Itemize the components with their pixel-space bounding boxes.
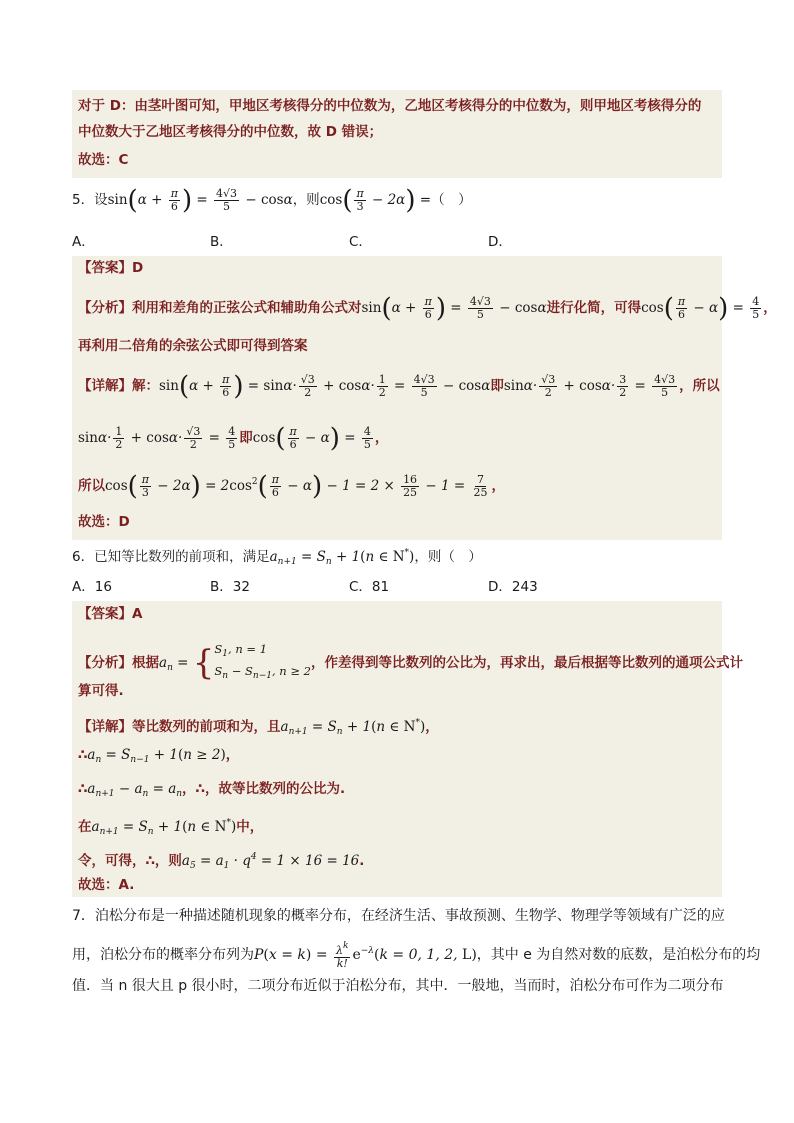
q6-detail-head: 【详解】等比数列的前项和为，且 [78, 719, 281, 735]
q5-detail-mid-1: 即 [490, 378, 504, 394]
q6-analysis-line-1 [78, 641, 743, 685]
q7-formula: P(x = k) = $\frac{\lambda^k}{k!}$ $e^{-\lambda}(k = 0$, 1, 2, L) [254, 941, 477, 970]
prev-choice: 故选：C [78, 152, 129, 168]
q6-analysis-formula: $a_n$ = [159, 655, 193, 673]
q7-line-1: 7．泊松分布是一种描述随机现象的概率分布，在经济生活、事故预测、生物学、物理学等领域有广泛的应 [72, 908, 725, 924]
q5-detail-line-2: sinα· $\frac{1}{2}$ + cosα· $\frac{√3}{2}$ = $\frac{4}{5}$ 即cos( $\frac{\pi}{6}$ − α) = $\frac{4}{5}$ ， [78, 423, 389, 454]
q6-solution-block [72, 601, 743, 897]
q7-line2-head: 用，泊松分布的概率分布列为 [72, 947, 254, 963]
q5-detail-head: 【详解】解： [78, 378, 159, 394]
q5-option-b[interactable]: B． [210, 234, 233, 250]
q6-option-c[interactable]: C．81 [349, 579, 390, 595]
q6-choice: 故选：A. [78, 877, 135, 893]
q5-solution-block [72, 256, 777, 540]
q5-detail-end-1: ，所以 [679, 378, 720, 394]
q5-option-a[interactable]: A． [72, 234, 95, 250]
q6-l3-tail: ，∴，故等比数列的公比为. [182, 781, 346, 797]
q6-detail-formula-1: $a_{n+1} = S_n + 1(n$ ∈ N*) [280, 718, 426, 737]
q6-detail-line-4 [78, 813, 263, 842]
q7-line-3: 值．当 n 很大且 p 很小时，二项分布近似于泊松分布，其中．一般地，当而时，泊松分布可作为二项分布 [72, 978, 724, 994]
q6-analysis-tail: ，作差得到等比数列的公比为，再求出，最后根据等比数列的通项公式计 [310, 655, 743, 671]
q5-analysis-head: 【分析】利用和差角的正弦公式和辅助角公式对 [78, 300, 362, 316]
q5-detail-formula-3: sinα· $\frac{1}{2}$ + cosα· $\frac{√3}{2}$ = $\frac{4}{5}$ [78, 425, 236, 451]
q6-option-b[interactable]: B．32 [210, 579, 250, 595]
q5-choice: 故选：D [78, 514, 130, 530]
q6-l5: 令，可得，∴，则 [78, 853, 182, 869]
q6-option-a[interactable]: A．16 [72, 579, 112, 595]
q6-detail-line-3 [78, 779, 345, 804]
q6-l4-prefix: 在 [78, 819, 92, 835]
q6-detail-line-5: 令，可得，∴，则$a_5 = a_1 \cdot q^4 = 1 \times 16 = 16$. [78, 852, 365, 871]
q6-answer: 【答案】A [78, 606, 143, 622]
q6-l3-prefix: ∴ [78, 781, 88, 797]
prev-line-1: 对于 D：由茎叶图可知，甲地区考核得分的中位数为，乙地区考核得分的中位数为，则甲地区考核得分的 [78, 98, 702, 114]
q6-option-d[interactable]: D．243 [488, 579, 538, 595]
q5-option-c[interactable]: C． [349, 234, 372, 250]
q6-piecewise: { $S_1$, n = 1 $S_n - S_{n-1}$, n ≥ 2 [192, 642, 311, 683]
q5-analysis-formula-2: cos( $\frac{\pi}{6}$ − α) = $\frac{4}{5}$ [641, 293, 760, 324]
q6-detail-line-2: $\therefore a_n = S_{n-1} + 1(n \ge 2)$， [78, 747, 240, 765]
prev-solution-block [72, 90, 722, 178]
q6-detail-formula-5: $a_5 = a_1 \cdot q^4 = 1 \times 16 = 16$ [181, 852, 360, 871]
q5-detail-formula-4: cos( $\frac{\pi}{6}$ − α) = $\frac{4}{5}$ [252, 423, 371, 454]
q7-line-2 [72, 940, 760, 970]
q5-detail-line-1 [78, 371, 720, 402]
q5-detail-mid-2: 即 [239, 430, 253, 446]
q5-formula-1: sin(α + $\frac{\pi}{6}$ ) = $\frac{4√3}{5}$ − cosα [107, 185, 293, 216]
q5-detail-line-3: 所以cos( $\frac{\pi}{3}$ − $2\alpha) = 2\cos^2$( $\frac{\pi}{6}$ − α) − 1 = 2 × $\frac{16}{25}$ − 1 = $\frac{7}{25}$ ， [78, 471, 505, 502]
q5-detail-formula-5: cos( $\frac{\pi}{3}$ − $2\alpha) = 2\cos^2$( $\frac{\pi}{6}$ − α) − 1 = 2 × $\frac{16}{25}$ − 1 = $\frac{7}{25}$ [105, 471, 488, 502]
q6-detail-formula-3: $a_{n+1} - a_n = a_n$ [87, 781, 183, 799]
q6-prefix: 6．已知等比数列的前项和，满足 [72, 549, 270, 565]
prev-line-2: 中位数大于乙地区考核得分的中位数，故 D 错误； [78, 124, 383, 140]
q6-detail-formula-2: $a_n = S_{n-1} + 1(n \ge 2)$ [87, 747, 226, 765]
q5-detail-formula-2: sinα· $\frac{√3}{2}$ + cosα· $\frac{3}{2}$ = $\frac{4√3}{5}$ [503, 373, 676, 399]
q6-stem [72, 543, 482, 572]
q5-mid: ，则 [292, 192, 320, 208]
q6-l4-tail: 中， [236, 819, 264, 835]
q5-detail-formula-1: sin(α + $\frac{\pi}{6}$ ) = sinα· $\frac{√3}{2}$ + cosα· $\frac{1}{2}$ = $\frac{4√3}{5}$ − cosα [159, 371, 491, 402]
q5-formula-2: cos( $\frac{\pi}{3}$ − 2α) [319, 185, 416, 216]
q6-analysis-line-2: 算可得. [78, 683, 124, 699]
q5-option-d[interactable]: D． [488, 234, 512, 250]
q6-detail-line-1: 【详解】等比数列的前项和为，且$a_{n+1} = S_n + 1(n$ ∈ N*)， [78, 718, 439, 737]
q5-answer: 【答案】D [78, 260, 144, 276]
q6-formula-1: $a_{n+1} = S_n + 1(n$ ∈ N*) [269, 548, 415, 567]
q7-line2-tail: ，其中 e 为自然对数的底数，是泊松分布的均 [476, 947, 761, 963]
q5-analysis-mid: 进行化简，可得 [546, 300, 642, 316]
q5-suffix: =（ ） [419, 192, 472, 208]
q6-l2-prefix: ∴ [78, 747, 88, 763]
q6-analysis-head: 【分析】根据 [78, 655, 159, 671]
q5-prefix: 5．设 [72, 192, 108, 208]
q6-detail-formula-4: $a_{n+1} = S_n + 1(n$ ∈ N*) [91, 818, 237, 837]
q5-analysis-line-2: 再利用二倍角的余弦公式即可得到答案 [78, 338, 308, 354]
q6-suffix: ，则（ ） [414, 549, 482, 565]
q5-so: 所以 [78, 478, 105, 494]
q5-analysis-formula-1: sin(α + $\frac{\pi}{6}$ ) = $\frac{4√3}{5}$ − cosα [361, 293, 547, 324]
q5-stem [72, 185, 472, 216]
q5-analysis-line-1: 【分析】利用和差角的正弦公式和辅助角公式对sin(α + $\frac{\pi}{6}$ ) = $\frac{4√3}{5}$ − cosα进行化简，可得cos( $\frac{\pi}{6}$ − α) = $\frac{4}{5}$ ， [78, 293, 777, 324]
